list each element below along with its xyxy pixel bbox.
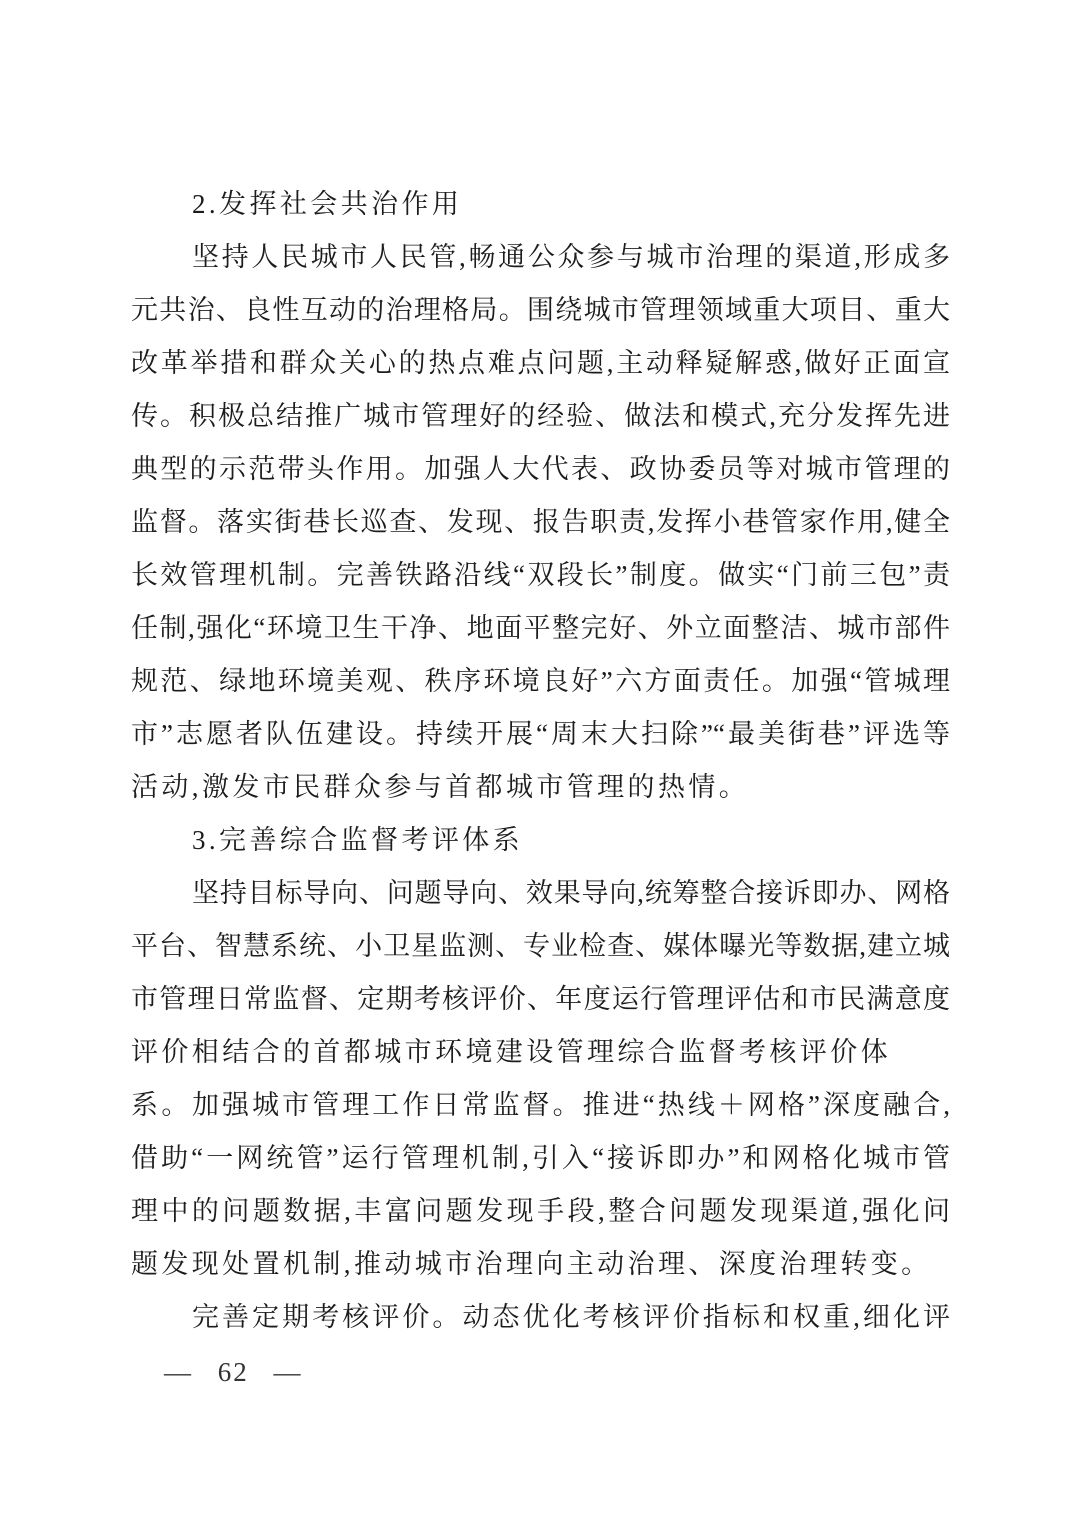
paragraph-line: 坚持目标导向、问题导向、效果导向,统筹整合接诉即办、网格	[192, 878, 950, 908]
paragraph-line: 平台、智慧系统、小卫星监测、专业检查、媒体曝光等数据,建立城	[131, 931, 950, 961]
paragraph-line: 传。积极总结推广城市管理好的经验、做法和模式,充分发挥先进	[131, 401, 950, 431]
paragraph-line: 市”志愿者队伍建设。持续开展“周末大扫除”“最美街巷”评选等	[131, 719, 950, 749]
paragraph-line: 改革举措和群众关心的热点难点问题,主动释疑解惑,做好正面宣	[131, 348, 950, 378]
section-heading: 2.发挥社会共治作用	[192, 189, 463, 219]
document-body	[131, 178, 950, 1344]
paragraph-line: 完善定期考核评价。动态优化考核评价指标和权重,细化评	[192, 1302, 950, 1332]
paragraph-line: 监督。落实街巷长巡查、发现、报告职责,发挥小巷管家作用,健全	[131, 507, 950, 537]
paragraph-line: 元共治、良性互动的治理格局。围绕城市管理领域重大项目、重大	[131, 295, 950, 325]
paragraph-line: 坚持人民城市人民管,畅通公众参与城市治理的渠道,形成多	[192, 242, 950, 272]
paragraph-line: 规范、绿地环境美观、秩序环境良好”六方面责任。加强“管城理	[131, 666, 950, 696]
paragraph-line: 评价相结合的首都城市环境建设管理综合监督考核评价体系。	[131, 1037, 891, 1120]
paragraph-line: 理中的问题数据,丰富问题发现手段,整合问题发现渠道,强化问	[131, 1196, 950, 1226]
section-heading: 3.完善综合监督考评体系	[192, 825, 524, 855]
paragraph-line: 长效管理机制。完善铁路沿线“双段长”制度。做实“门前三包”责	[131, 560, 950, 590]
paragraph-line: 加强城市管理工作日常监督。推进“热线＋网格”深度融合,	[192, 1090, 950, 1120]
paragraph-line: 典型的示范带头作用。加强人大代表、政协委员等对城市管理的	[131, 454, 950, 484]
paragraph-line: 题发现处置机制,推动城市治理向主动治理、深度治理转变。	[131, 1249, 932, 1279]
paragraph-line: 市管理日常监督、定期考核评价、年度运行管理评估和市民满意度	[131, 984, 950, 1014]
paragraph-line: 活动,激发市民群众参与首都城市管理的热情。	[131, 772, 750, 802]
paragraph-line: 任制,强化“环境卫生干净、地面平整完好、外立面整洁、城市部件	[131, 613, 950, 643]
paragraph-line: 借助“一网统管”运行管理机制,引入“接诉即办”和网格化城市管	[131, 1143, 950, 1173]
page-number: — 62 —	[164, 1357, 303, 1387]
